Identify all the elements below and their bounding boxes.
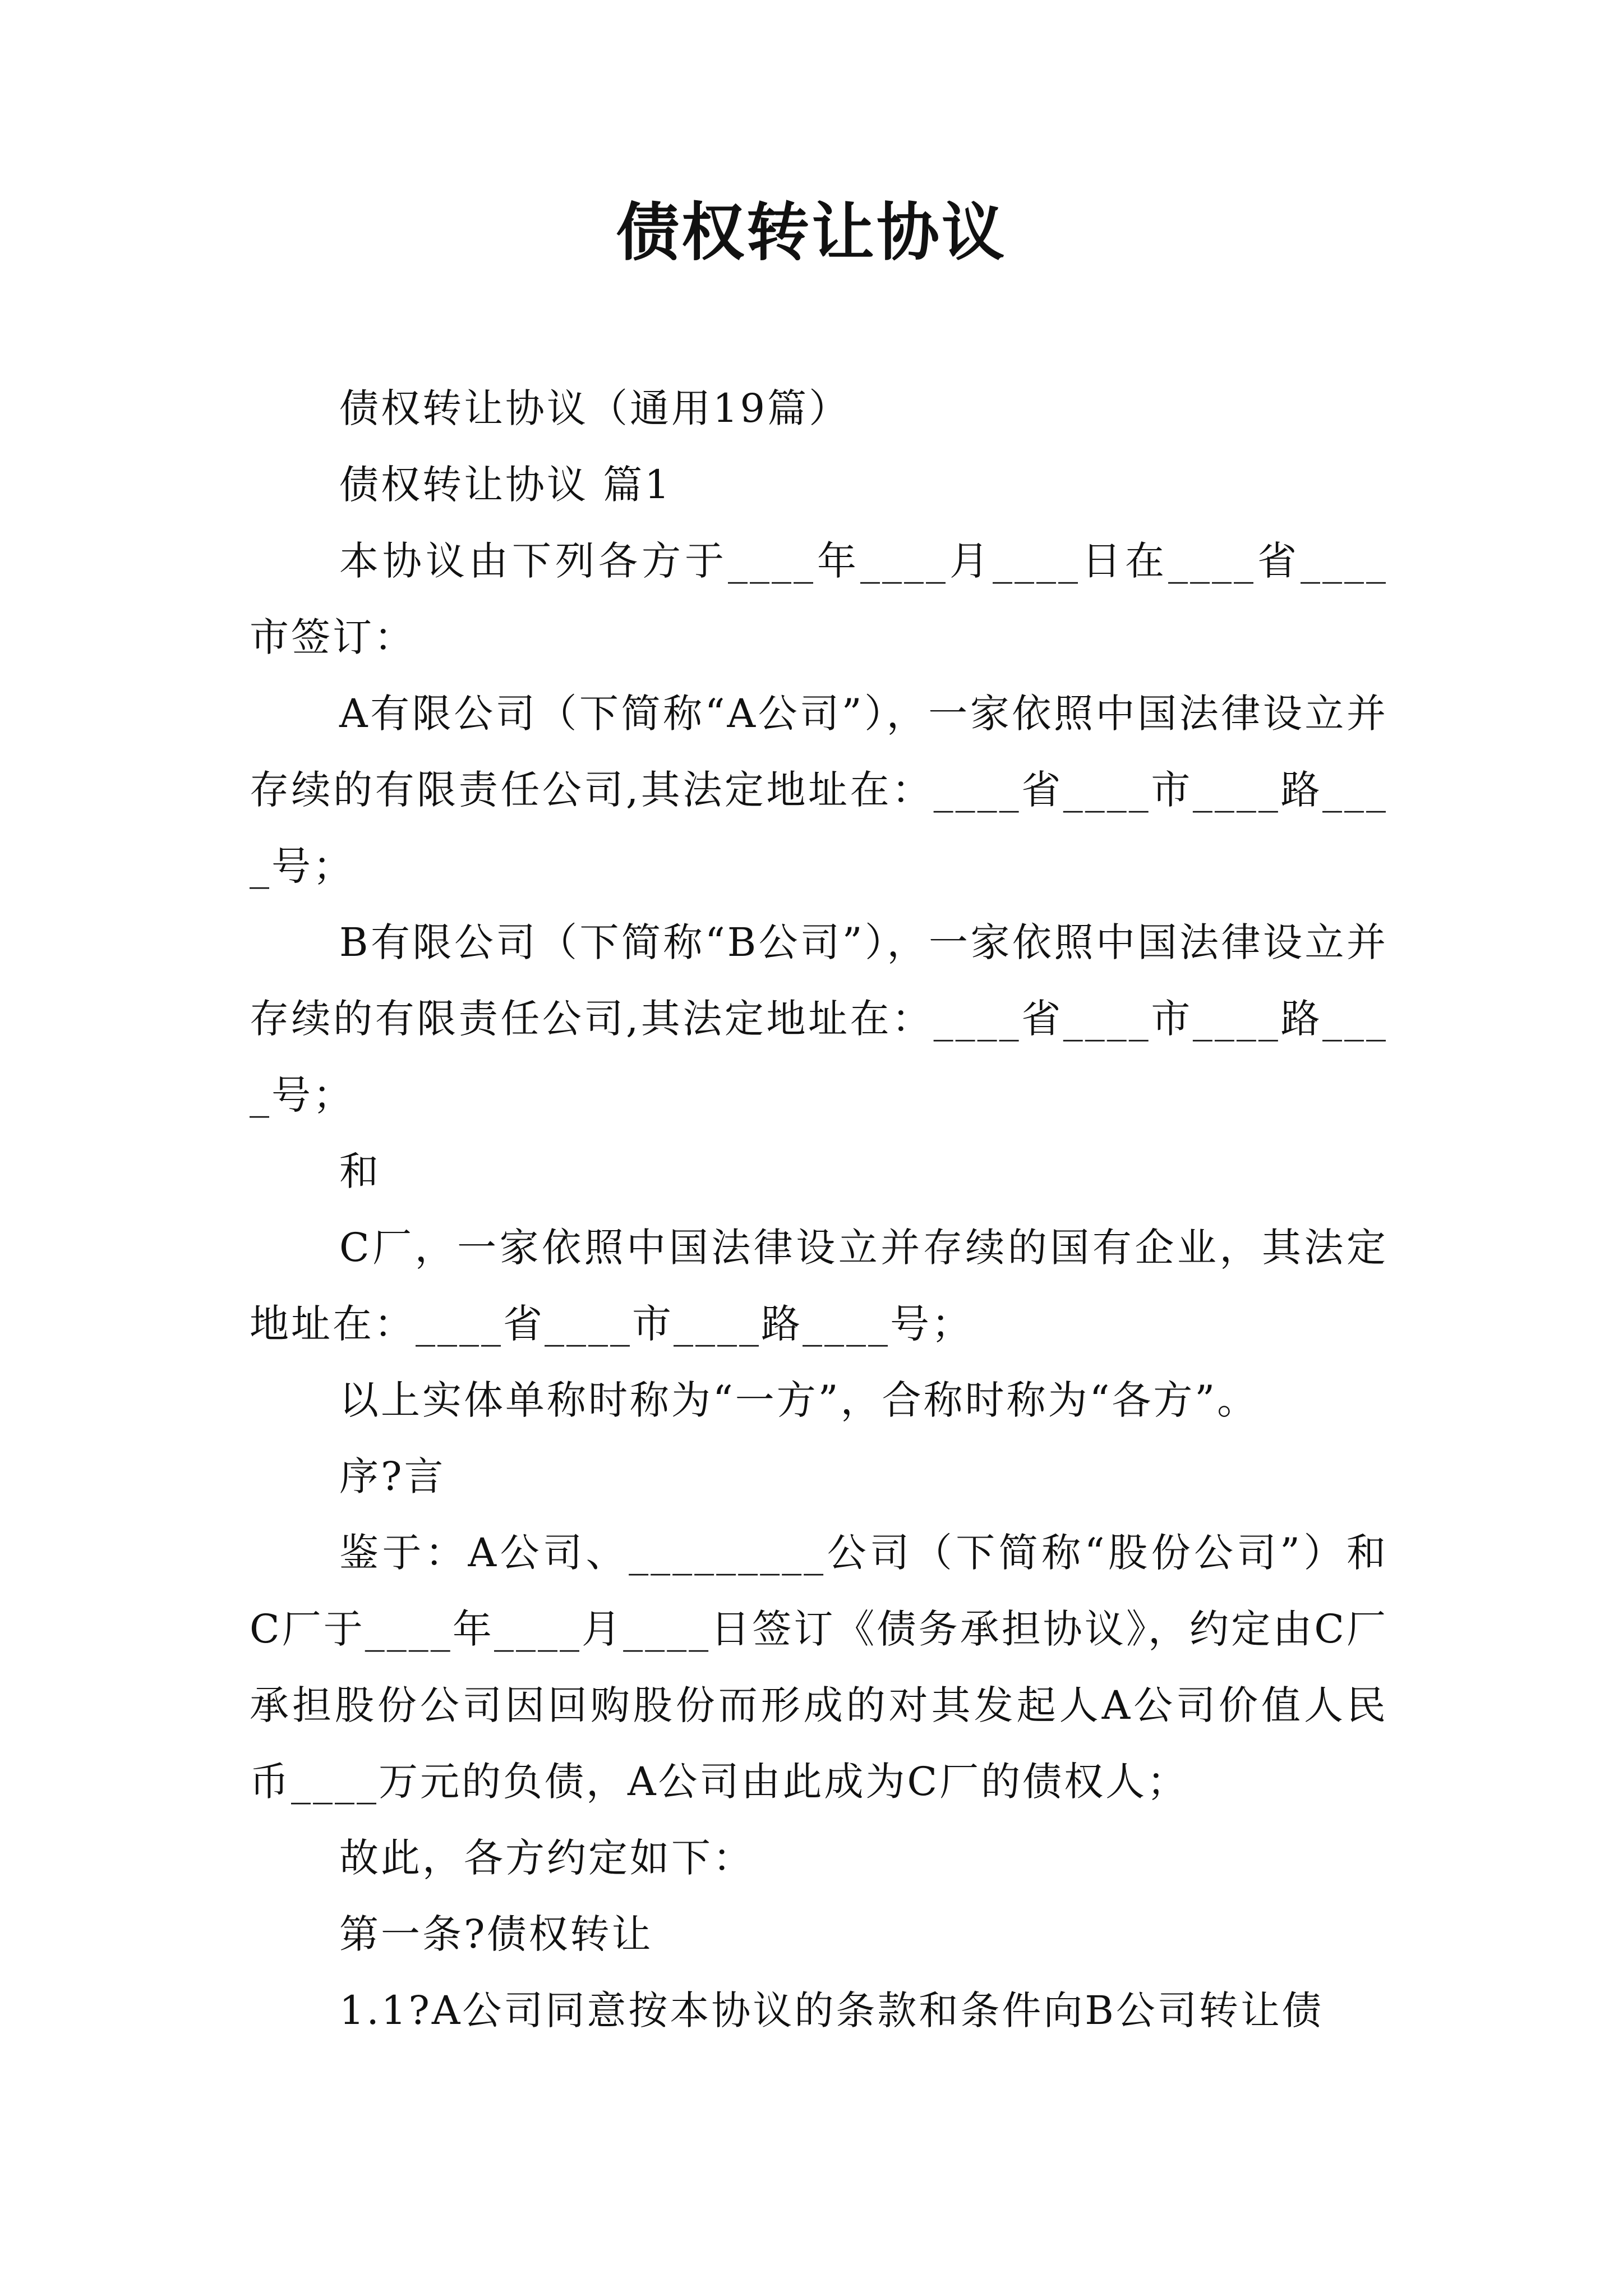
paragraph: A有限公司（下简称“A公司”），一家依照中国法律设立并存续的有限责任公司,其法定地址在：____省____市____路____号； [250,691,1388,889]
paragraph: C厂，一家依照中国法律设立并存续的国有企业，其法定地址在：____省____市____路____号； [250,1225,1388,1347]
paragraph: 和 [339,1148,381,1194]
paragraph: 1.1?A公司同意按本协议的条款和条件向B公司转让债 [339,1987,1324,2033]
paragraph: 本协议由下列各方于____年____月____日在____省____市签订： [250,538,1388,660]
paragraph: 第一条?债权转让 [339,1911,653,1957]
paragraph: B有限公司（下简称“B公司”），一家依照中国法律设立并存续的有限责任公司,其法定地址在：____省____市____路____号； [250,919,1388,1118]
paragraph: 债权转让协议 篇1 [339,462,672,508]
paragraph: 序?言 [339,1453,446,1499]
document-body [250,370,1388,2049]
paragraph: 鉴于：A公司、_________公司（下简称“股份公司”）和C厂于____年____月____日签订《债务承担协议》，约定由C厂承担股份公司因回购股份而形成的对其发起人A公司价值人民币____万元的负债，A公司由此成为C厂的债权人； [250,1530,1388,1805]
paragraph: 故此，各方约定如下： [339,1835,754,1881]
paragraph: 以上实体单称时称为“一方”，合称时称为“各方”。 [339,1377,1259,1423]
paragraph: 债权转让协议（通用19篇） [339,385,851,431]
document-title: 债权转让协议 [616,196,1007,269]
